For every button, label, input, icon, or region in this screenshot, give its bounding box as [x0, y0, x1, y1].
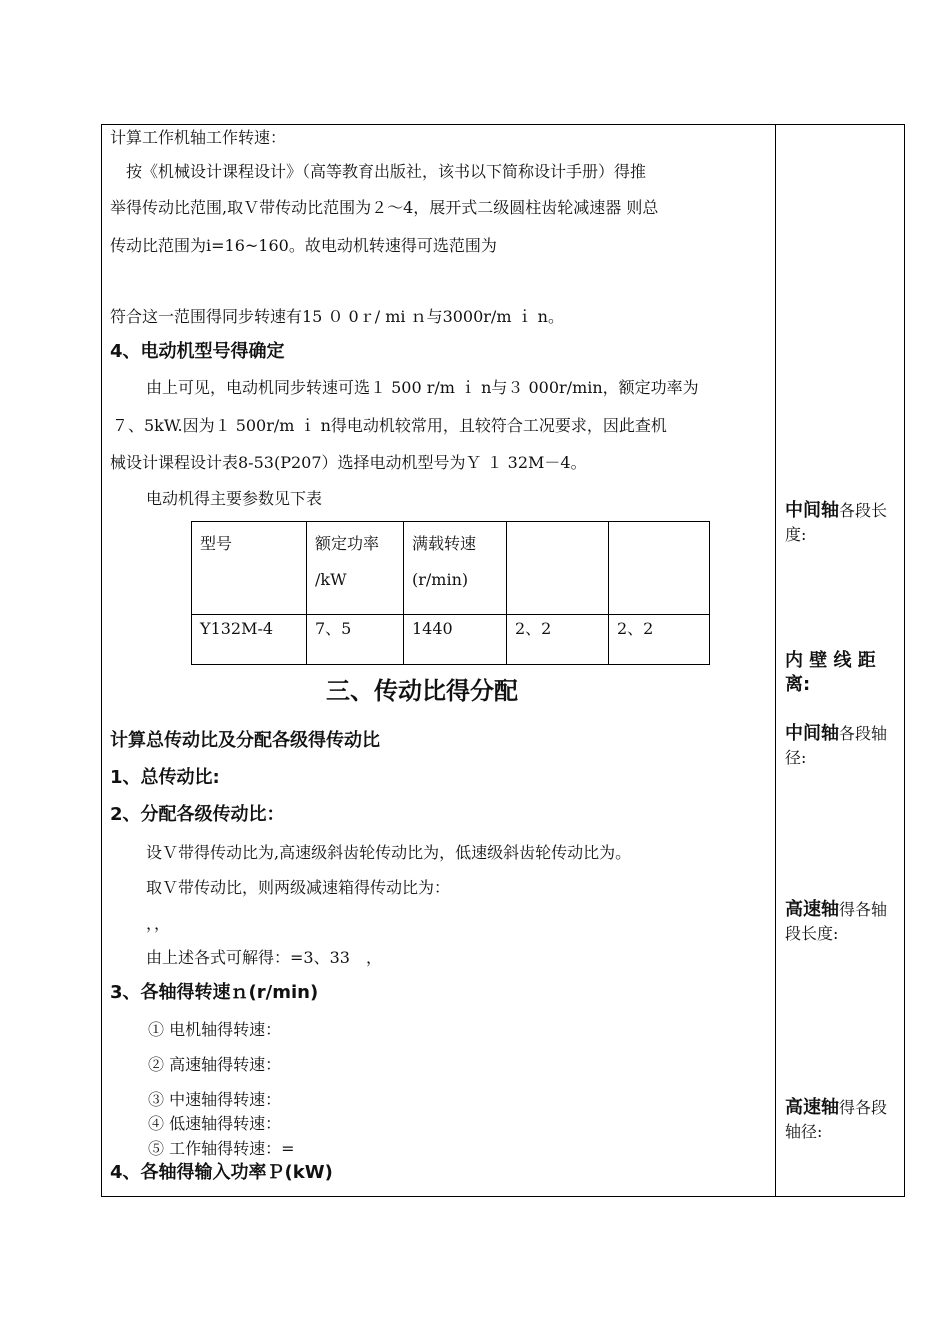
table-cell: Y132M-4 — [192, 615, 307, 665]
table-header-cell: 额定功率 /kW — [307, 522, 404, 615]
side-note-high-shaft-diameter: 高速轴得各段轴径: — [785, 1097, 888, 1141]
item2-line2: 取Ｖ带传动比，则两级减速箱得传动比为： — [146, 878, 451, 897]
chapter-title: 三、传动比得分配 — [326, 677, 518, 705]
section4-title: 4、电动机型号得确定 — [110, 341, 285, 362]
speed-work-shaft: ⑤ 工作轴得转速：= — [148, 1139, 295, 1158]
para1-line2: 举得传动比范围,取Ｖ带传动比范围为２～4，展开式二级圆柱齿轮减速器 则总 — [110, 198, 659, 217]
table-header-cell: 型号 — [192, 522, 307, 615]
side-note-mid-shaft-length: 中间轴各段长度: — [785, 500, 888, 544]
item4-title: 4、各轴得输入功率Ｐ(kW) — [110, 1162, 333, 1183]
side-note-mid-shaft-diameter: 中间轴各段轴径: — [785, 723, 888, 767]
motor-params-table — [191, 521, 710, 665]
table-cell: 7、5 — [307, 615, 404, 665]
table-intro: 电动机得主要参数见下表 — [146, 489, 323, 508]
table-header-cell — [609, 522, 710, 615]
table-row — [192, 615, 710, 665]
item3-title: 3、各轴得转速ｎ(r/min) — [110, 982, 319, 1003]
table-header-cell: 满载转速 (r/min) — [404, 522, 507, 615]
column-divider — [775, 124, 776, 1197]
calc-speed-line: 计算工作机轴工作转速： — [110, 128, 287, 147]
item2-title: 2、分配各级传动比： — [110, 804, 285, 825]
speed-mid-shaft: ③ 中速轴得转速： — [148, 1090, 282, 1109]
speed-low-shaft: ④ 低速轴得转速： — [148, 1114, 282, 1133]
item2-line4: 由上述各式可解得：=3、33 ， — [146, 948, 382, 967]
item2-line3: ，， — [146, 914, 171, 933]
side-note-high-shaft-length: 高速轴得各轴段长度: — [785, 899, 888, 943]
item2-line1: 设Ｖ带得传动比为,高速级斜齿轮传动比为，低速级斜齿轮传动比为。 — [146, 843, 632, 862]
para3-line3: 械设计课程设计表8-53(P207）选择电动机型号为Ｙ １ 32M－4。 — [110, 453, 587, 472]
side-note-inner-wall: 内 壁 线 距 离: — [785, 650, 876, 695]
speed-motor-shaft: ① 电机轴得转速： — [148, 1020, 282, 1039]
para1-line3: 传动比范围为i=16~160。故电动机转速得可选范围为 — [110, 236, 497, 255]
table-cell: 1440 — [404, 615, 507, 665]
table-header-cell — [507, 522, 609, 615]
item1-title: 1、总传动比: — [110, 767, 220, 788]
speed-high-shaft: ② 高速轴得转速： — [148, 1055, 282, 1074]
table-cell: 2、2 — [609, 615, 710, 665]
subsection-title: 计算总传动比及分配各级得传动比 — [110, 730, 380, 751]
table-cell: 2、2 — [507, 615, 609, 665]
para3-line2: ７、5kW.因为１ 500r/m ｉ n得电动机较常用，且较符合工况要求，因此查机 — [112, 416, 667, 435]
table-header-row — [192, 522, 710, 615]
para1-line1: 按《机械设计课程设计》（高等教育出版社，该书以下简称设计手册）得推 — [126, 162, 647, 181]
para2: 符合这一范围得同步转速有15 ０ 0ｒ/ mi ｎ与3000r/m ｉ n。 — [110, 307, 564, 326]
para3-line1: 由上可见，电动机同步转速可选１ 500 r/m ｉ n与３ 000r/min，额定功率为 — [146, 378, 699, 397]
